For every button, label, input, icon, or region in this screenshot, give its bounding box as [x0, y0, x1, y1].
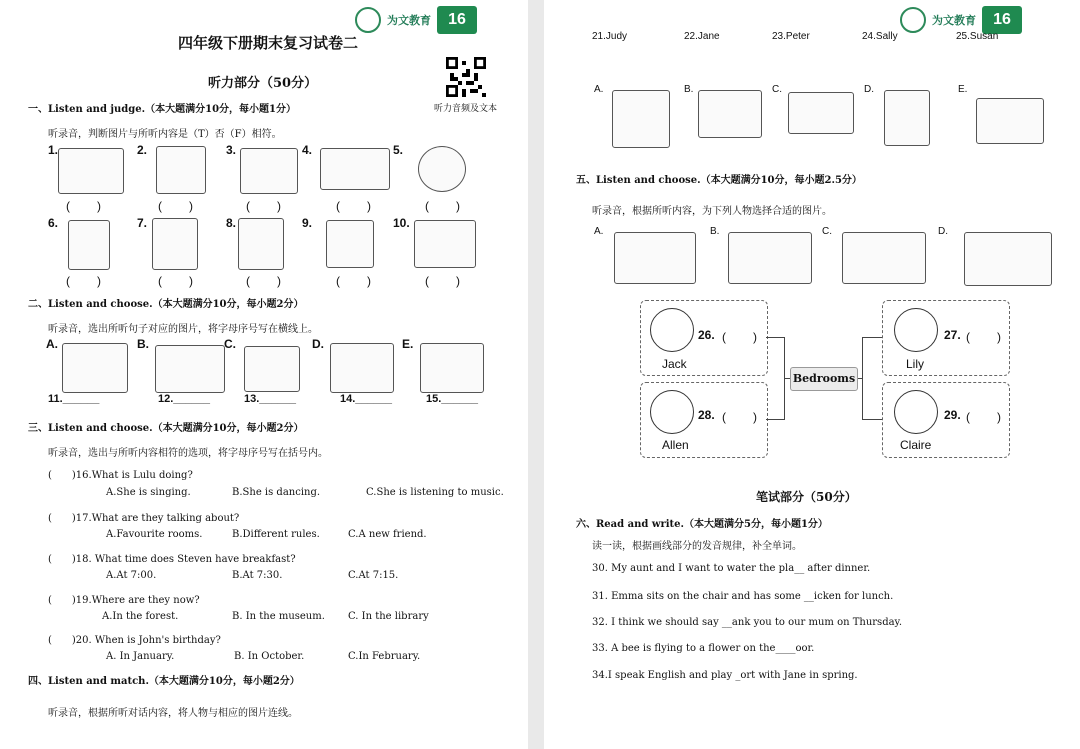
s2-letter-a: A.	[46, 337, 58, 351]
q33-text: 33. A bee is flying to a flower on the____oor.	[592, 643, 815, 654]
name-23: 23.Peter	[772, 31, 810, 42]
q4-picture-museum	[320, 148, 390, 190]
q7-number: 7.	[137, 216, 148, 230]
q16-question: ( )16.What is Lulu doing?	[48, 470, 193, 481]
section-4-heading: 四、Listen and match.（本大题满分10分，每小题2分）	[28, 676, 300, 687]
allen-label: Allen	[662, 438, 689, 452]
s4-picture-c-camera	[788, 92, 854, 134]
q32-text: 32. I think we should say __ank you to our mum on Thursday.	[592, 617, 903, 628]
section-5-instruction: 听录音，根据所听内容，为下列人物选择合适的图片。	[592, 206, 832, 217]
q30-text: 30. My aunt and I want to water the pla__ after dinner.	[592, 563, 871, 574]
s4-picture-d-shuttlecock	[884, 90, 930, 146]
q20-option-b[interactable]: B. In October.	[234, 651, 305, 662]
s5-picture-b-bedroom	[728, 232, 812, 284]
s2-letter-c: C.	[224, 337, 236, 351]
s4-letter-a: A.	[594, 84, 604, 95]
q13-answer-line[interactable]: 13.______	[244, 393, 296, 405]
connector	[862, 419, 882, 420]
q3-picture-gift	[240, 148, 298, 194]
q3-answer[interactable]: ( )	[246, 199, 282, 213]
section-1-heading: 一、Listen and judge.（本大题满分10分，每小题1分）	[28, 104, 297, 115]
q3-number: 3.	[226, 143, 237, 157]
section-6-instruction: 读一读，根据画线部分的发音规律，补全单词。	[592, 541, 802, 552]
q17-option-b[interactable]: B.Different rules.	[232, 529, 320, 540]
q7-picture	[152, 218, 198, 270]
connector	[862, 337, 882, 338]
q4-number: 4.	[302, 143, 313, 157]
q19-option-c[interactable]: C. In the library	[348, 611, 429, 622]
brand-logo	[355, 6, 477, 34]
q18-question: ( )18. What time does Steven have breakfast?	[48, 554, 296, 565]
page-title: 四年级下册期末复习试卷二	[178, 34, 359, 52]
s5-letter-b: B.	[710, 226, 720, 237]
q26-number: 26.	[698, 328, 715, 342]
s2-letter-d: D.	[312, 337, 324, 351]
q16-option-a[interactable]: A.She is singing.	[106, 487, 191, 498]
s5-letter-c: C.	[822, 226, 832, 237]
q31-text: 31. Emma sits on the chair and has some __icken for lunch.	[592, 591, 894, 602]
claire-avatar	[894, 390, 938, 434]
brand-text: 为文教育	[387, 14, 431, 27]
section-5-heading: 五、Listen and choose.（本大题满分10分，每小题2.5分）	[576, 175, 862, 186]
q18-option-a[interactable]: A.At 7:00.	[106, 570, 157, 581]
brand-seal-icon-right	[900, 7, 926, 33]
section-2-heading: 二、Listen and choose.（本大题满分10分，每小题2分）	[28, 299, 304, 310]
q10-number: 10.	[393, 216, 410, 230]
q2-answer[interactable]: ( )	[158, 199, 194, 213]
q2-picture-calendar	[156, 146, 206, 194]
left-page	[0, 0, 528, 749]
q28-number: 28.	[698, 408, 715, 422]
q28-answer[interactable]: ( )	[722, 410, 758, 424]
name-22: 22.Jane	[684, 31, 720, 42]
qr-code[interactable]	[446, 57, 486, 97]
s2-picture-a	[62, 343, 128, 393]
brand-text-right: 为文教育	[932, 14, 976, 27]
q27-number: 27.	[944, 328, 961, 342]
s2-picture-c-bookshelf	[244, 346, 300, 392]
q20-question: ( )20. When is John's birthday?	[48, 635, 221, 646]
lily-label: Lily	[906, 357, 925, 371]
brand-logo-right	[900, 6, 1022, 34]
q17-option-c[interactable]: C.A new friend.	[348, 529, 427, 540]
brand-seal-icon	[355, 7, 381, 33]
s4-letter-c: C.	[772, 84, 782, 95]
allen-avatar	[650, 390, 694, 434]
q14-answer-line[interactable]: 14.______	[340, 393, 392, 405]
bedrooms-center-label: Bedrooms	[790, 367, 858, 391]
claire-label: Claire	[900, 438, 932, 452]
name-24: 24.Sally	[862, 31, 898, 42]
jack-label: Jack	[662, 357, 687, 371]
section-4-instruction: 听录音，根据所听对话内容，将人物与相应的图片连线。	[48, 708, 298, 719]
q15-answer-line[interactable]: 15.______	[426, 393, 478, 405]
q10-picture-building	[414, 220, 476, 268]
q18-option-b[interactable]: B.At 7:30.	[232, 570, 283, 581]
q27-answer[interactable]: ( )	[966, 330, 1002, 344]
q9-number: 9.	[302, 216, 313, 230]
s2-picture-e-piano	[420, 343, 484, 393]
writing-heading: 笔试部分（50分）	[756, 490, 857, 504]
s4-letter-d: D.	[864, 84, 874, 95]
q8-answer[interactable]: ( )	[246, 274, 282, 288]
q29-number: 29.	[944, 408, 961, 422]
q6-answer[interactable]: ( )	[66, 274, 102, 288]
name-21: 21.Judy	[592, 31, 628, 42]
connector	[766, 419, 784, 420]
s4-picture-e-pingpong	[976, 98, 1044, 144]
section-6-heading: 六、Read and write.（本大题满分5分，每小题1分）	[576, 519, 828, 530]
q2-number: 2.	[137, 143, 148, 157]
s5-picture-d-bedroom	[964, 232, 1052, 286]
q8-picture	[238, 218, 284, 270]
q17-question: ( )17.What are they talking about?	[48, 513, 240, 524]
s4-letter-e: E.	[958, 84, 968, 95]
s2-letter-b: B.	[137, 337, 149, 351]
jack-avatar	[650, 308, 694, 352]
q1-picture	[58, 148, 124, 194]
qr-caption: 听力音频及文本	[434, 104, 498, 114]
section-3-instruction: 听录音，选出与所听内容相符的选项，将字母序号写在括号内。	[48, 448, 328, 459]
q10-answer[interactable]: ( )	[425, 274, 461, 288]
q18-option-c[interactable]: C.At 7:15.	[348, 570, 399, 581]
listening-heading: 听力部分（50分）	[208, 76, 318, 91]
q5-number: 5.	[393, 143, 404, 157]
q29-answer[interactable]: ( )	[966, 410, 1002, 424]
s5-letter-d: D.	[938, 226, 948, 237]
lily-avatar	[894, 308, 938, 352]
q20-option-a[interactable]: A. In January.	[106, 651, 175, 662]
section-2-instruction: 听录音，选出所听句子对应的图片，将字母序号写在横线上。	[48, 324, 318, 335]
q4-answer[interactable]: ( )	[336, 199, 372, 213]
q12-answer-line[interactable]: 12.______	[158, 393, 210, 405]
q9-picture-armchair	[326, 220, 374, 268]
q5-answer[interactable]: ( )	[425, 199, 461, 213]
s2-letter-e: E.	[402, 337, 414, 351]
q7-answer[interactable]: ( )	[158, 274, 194, 288]
qr-code-icon	[446, 57, 486, 97]
q16-option-b[interactable]: B.She is dancing.	[232, 487, 321, 498]
q19-option-a[interactable]: A.In the forest.	[102, 611, 179, 622]
brand-badge: 16	[437, 6, 477, 34]
connector	[766, 337, 784, 338]
s2-picture-d	[330, 343, 394, 393]
s5-picture-c-bedroom	[842, 232, 926, 284]
right-page	[544, 0, 1080, 749]
s4-picture-b-palette	[698, 90, 762, 138]
section-3-heading: 三、Listen and choose.（本大题满分10分，每小题2分）	[28, 423, 304, 434]
q6-number: 6.	[48, 216, 59, 230]
q1-number: 1.	[48, 143, 59, 157]
q16-option-c[interactable]: C.She is listening to music.	[366, 487, 504, 498]
q6-picture	[68, 220, 110, 270]
s4-letter-b: B.	[684, 84, 694, 95]
q5-picture-no-sign	[418, 146, 466, 192]
section-1-instruction: 听录音，判断图片与所听内容是（T）否（F）相符。	[48, 129, 282, 140]
q34-text: 34.I speak English and play _ort with Jane in spring.	[592, 670, 858, 681]
q11-answer-line[interactable]: 11.______	[48, 393, 100, 405]
s5-letter-a: A.	[594, 226, 604, 237]
brand-badge-right: 16	[982, 6, 1022, 34]
q26-answer[interactable]: ( )	[722, 330, 758, 344]
q8-number: 8.	[226, 216, 237, 230]
connector	[862, 337, 863, 420]
q19-option-b[interactable]: B. In the museum.	[232, 611, 325, 622]
q20-option-c[interactable]: C.In February.	[348, 651, 421, 662]
q1-answer[interactable]: ( )	[66, 199, 102, 213]
s2-picture-b	[155, 345, 225, 393]
s4-picture-a-chess	[612, 90, 670, 148]
s5-picture-a-bedroom	[614, 232, 696, 284]
q19-question: ( )19.Where are they now?	[48, 595, 200, 606]
name-25: 25.Susan	[956, 31, 999, 42]
q17-option-a[interactable]: A.Favourite rooms.	[106, 529, 203, 540]
q9-answer[interactable]: ( )	[336, 274, 372, 288]
